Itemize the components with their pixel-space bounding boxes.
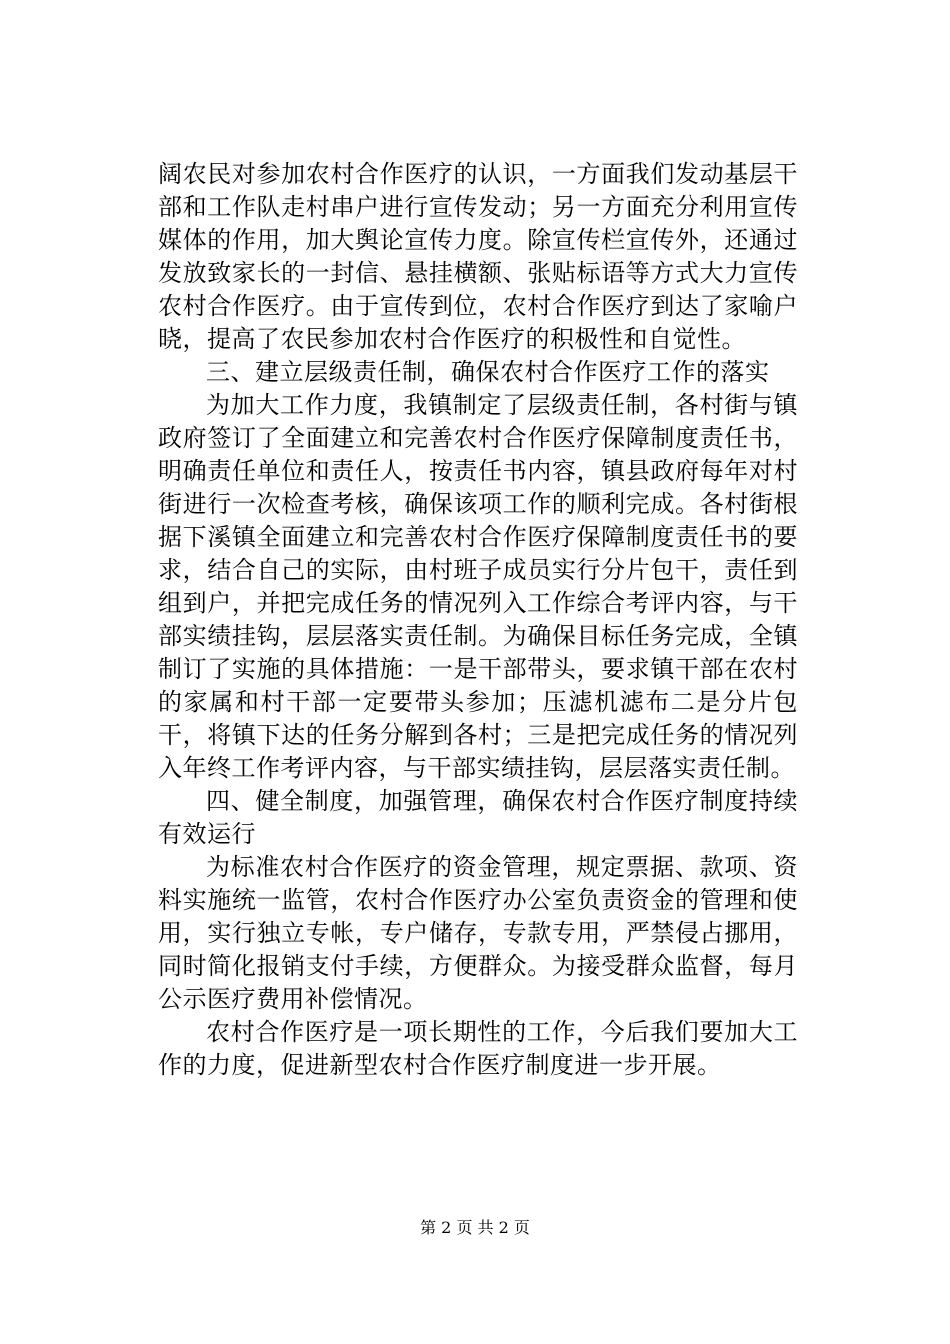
section-heading-three: 三、建立层级责任制，确保农村合作医疗工作的落实 [206, 358, 770, 386]
paragraph-continuation: 阔农民对参加农村合作医疗的认识，一方面我们发动基层干部和工作队走村串户进行宣传发动；另一方面充分利用宣传媒体的作用，加大舆论宣传力度。除宣传栏宣传外，还通过发放致家长的一封信、悬挂横额、张贴标语等方式大力宣传农村合作医疗。由于宣传到位，农村合作医疗到达了家喻户晓，提高了农民参加农村合作医疗的积极性和自觉性。 [158, 160, 798, 353]
section-heading-four: 四、健全制度，加强管理，确保农村合作医疗制度持续有效运行 [158, 787, 798, 848]
document-body [158, 158, 798, 1082]
paragraph-funds-management: 为标准农村合作医疗的资金管理，规定票据、款项、资料实施统一监管，农村合作医疗办公室负责资金的管理和使用，实行独立专帐，专户储存，专款专用，严禁侵占挪用，同时简化报销支付手续，方便群众。为接受群众监督，每月公示医疗费用补偿情况。 [158, 853, 798, 1013]
paragraph-conclusion: 农村合作医疗是一项长期性的工作，今后我们要加大工作的力度，促进新型农村合作医疗制度进一步开展。 [158, 1018, 798, 1079]
paragraph-responsibility: 为加大工作力度，我镇制定了层级责任制，各村街与镇政府签订了全面建立和完善农村合作医疗保障制度责任书，明确责任单位和责任人，按责任书内容，镇县政府每年对村街进行一次检查考核，确保该项工作的顺利完成。各村街根据下溪镇全面建立和完善农村合作医疗保障制度责任书的要求，结合自己的实际，由村班子成员实行分片包干，责任到组到户，并把完成任务的情况列入工作综合考评内容，与干部实绩挂钩，层层落实责任制。为确保目标任务完成，全镇制订了实施的具体措施：一是干部带头，要求镇干部在农村的家属和村干部一定要带头参加；压滤机滤布二是分片包干，将镇下达的任务分解到各村；三是把完成任务的情况列入年终工作考评内容，与干部实绩挂钩，层层落实责任制。 [158, 391, 798, 782]
page-footer: 第 2 页 共 2 页 [420, 1218, 530, 1237]
